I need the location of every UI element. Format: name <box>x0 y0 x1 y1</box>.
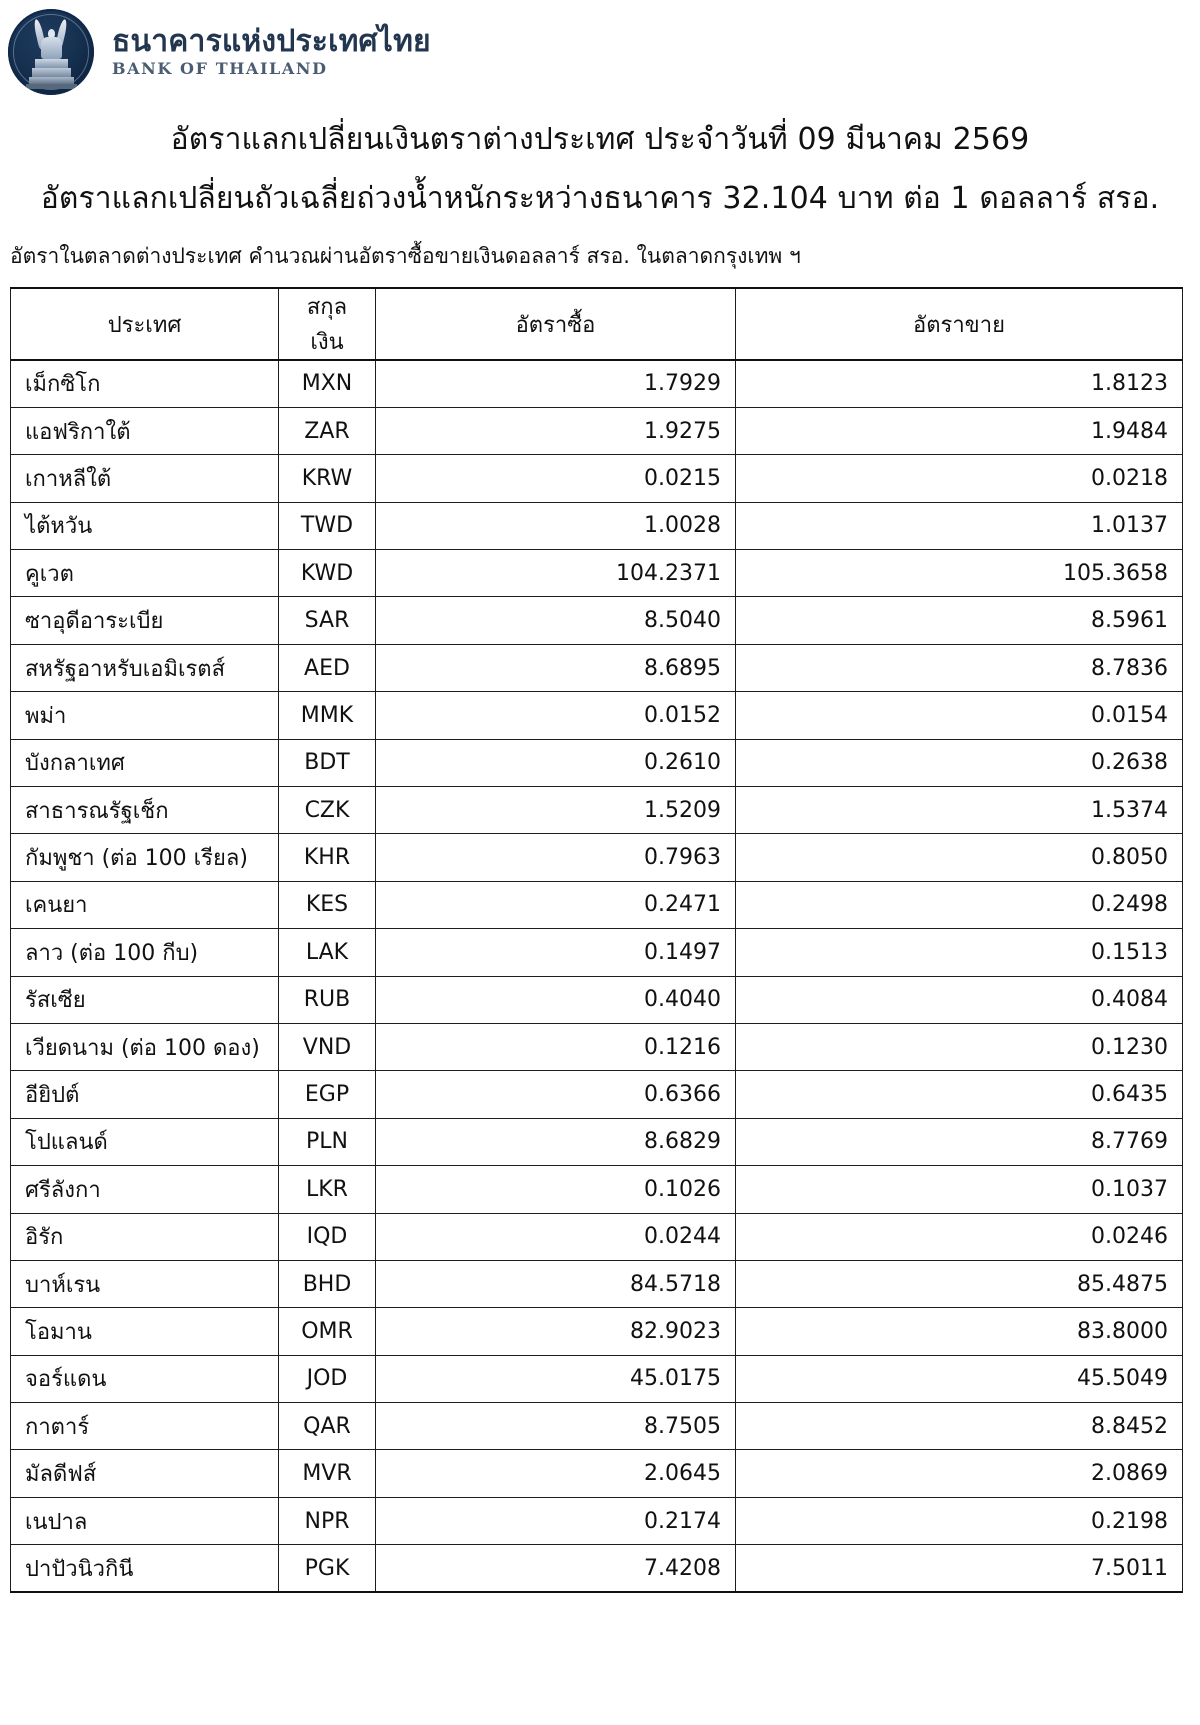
cell-sell-rate: 2.0869 <box>736 1450 1183 1497</box>
cell-buy-rate: 0.0215 <box>376 455 736 502</box>
page-title: อัตราแลกเปลี่ยนเงินตราต่างประเทศ ประจำวันที่ 09 มีนาคม 2569 <box>170 122 1030 157</box>
cell-buy-rate: 104.2371 <box>376 550 736 597</box>
table-row <box>11 692 1183 739</box>
deity-pedestal-middle <box>32 68 71 77</box>
table-row <box>11 1260 1183 1307</box>
cell-sell-rate: 0.2498 <box>736 881 1183 928</box>
cell-sell-rate: 105.3658 <box>736 550 1183 597</box>
cell-currency: SAR <box>279 597 376 644</box>
table-row <box>11 1213 1183 1260</box>
cell-sell-rate: 85.4875 <box>736 1260 1183 1307</box>
brand-text-block <box>112 23 431 79</box>
cell-country: ศรีลังกา <box>11 1166 279 1213</box>
cell-sell-rate: 45.5049 <box>736 1355 1183 1402</box>
vayupak-deity-emblem-icon <box>8 9 94 95</box>
cell-country: รัสเซีย <box>11 976 279 1023</box>
cell-country: เกาหลีใต้ <box>11 455 279 502</box>
reference-rate-line: อัตราแลกเปลี่ยนถัวเฉลี่ยถ่วงน้ำหนักระหว่างธนาคาร 32.104 บาท ต่อ 1 ดอลลาร์ สรอ. <box>40 181 1160 216</box>
table-row <box>11 1308 1183 1355</box>
cell-sell-rate: 1.5374 <box>736 787 1183 834</box>
bank-of-thailand-seal-icon <box>8 9 94 95</box>
cell-currency: LKR <box>279 1166 376 1213</box>
cell-buy-rate: 8.6829 <box>376 1118 736 1165</box>
cell-currency: PLN <box>279 1118 376 1165</box>
column-header-sell-rate: อัตราขาย <box>736 288 1183 360</box>
cell-country: คูเวต <box>11 550 279 597</box>
cell-country: ซาอุดีอาระเบีย <box>11 597 279 644</box>
deity-pedestal-upper <box>35 59 68 68</box>
cell-currency: KES <box>279 881 376 928</box>
cell-buy-rate: 0.7963 <box>376 834 736 881</box>
cell-currency: OMR <box>279 1308 376 1355</box>
column-header-currency: สกุลเงิน <box>279 288 376 360</box>
cell-currency: JOD <box>279 1355 376 1402</box>
cell-buy-rate: 0.0244 <box>376 1213 736 1260</box>
cell-buy-rate: 0.6366 <box>376 1071 736 1118</box>
cell-sell-rate: 83.8000 <box>736 1308 1183 1355</box>
cell-country: พม่า <box>11 692 279 739</box>
table-row <box>11 881 1183 928</box>
cell-buy-rate: 0.4040 <box>376 976 736 1023</box>
cell-currency: PGK <box>279 1545 376 1592</box>
table-header-row <box>11 288 1183 360</box>
cell-buy-rate: 1.5209 <box>376 787 736 834</box>
cell-buy-rate: 7.4208 <box>376 1545 736 1592</box>
cell-country: อิรัก <box>11 1213 279 1260</box>
cell-country: โปแลนด์ <box>11 1118 279 1165</box>
table-body <box>11 360 1183 1592</box>
cell-buy-rate: 0.0152 <box>376 692 736 739</box>
cell-currency: AED <box>279 644 376 691</box>
cell-country: กัมพูชา (ต่อ 100 เรียล) <box>11 834 279 881</box>
table-row <box>11 787 1183 834</box>
cell-currency: KRW <box>279 455 376 502</box>
table-row <box>11 502 1183 549</box>
exchange-rates-table <box>10 287 1183 1593</box>
cell-currency: MVR <box>279 1450 376 1497</box>
cell-buy-rate: 1.0028 <box>376 502 736 549</box>
cell-sell-rate: 0.0246 <box>736 1213 1183 1260</box>
cell-buy-rate: 1.7929 <box>376 360 736 407</box>
column-header-country: ประเทศ <box>11 288 279 360</box>
cell-buy-rate: 8.7505 <box>376 1403 736 1450</box>
cell-country: บังกลาเทศ <box>11 739 279 786</box>
cell-country: ปาปัวนิวกินี <box>11 1545 279 1592</box>
cell-buy-rate: 82.9023 <box>376 1308 736 1355</box>
cell-buy-rate: 0.2610 <box>376 739 736 786</box>
cell-sell-rate: 0.0154 <box>736 692 1183 739</box>
table-row <box>11 1403 1183 1450</box>
cell-country: เคนยา <box>11 881 279 928</box>
table-row <box>11 644 1183 691</box>
cell-currency: IQD <box>279 1213 376 1260</box>
cell-currency: TWD <box>279 502 376 549</box>
cell-buy-rate: 0.2174 <box>376 1497 736 1544</box>
cell-buy-rate: 0.1216 <box>376 1023 736 1070</box>
cell-sell-rate: 1.8123 <box>736 360 1183 407</box>
cell-country: ไต้หวัน <box>11 502 279 549</box>
cell-sell-rate: 0.1037 <box>736 1166 1183 1213</box>
cell-sell-rate: 7.5011 <box>736 1545 1183 1592</box>
table-row <box>11 976 1183 1023</box>
deity-body <box>41 37 62 59</box>
cell-sell-rate: 8.5961 <box>736 597 1183 644</box>
rates-table-container <box>0 273 1200 1593</box>
cell-country: จอร์แดน <box>11 1355 279 1402</box>
table-row <box>11 1355 1183 1402</box>
table-row <box>11 834 1183 881</box>
cell-country: สหรัฐอาหรับเอมิเรตส์ <box>11 644 279 691</box>
cell-buy-rate: 0.1497 <box>376 929 736 976</box>
table-row <box>11 1023 1183 1070</box>
cell-sell-rate: 0.2638 <box>736 739 1183 786</box>
cell-buy-rate: 45.0175 <box>376 1355 736 1402</box>
deity-pedestal-lower <box>29 77 74 84</box>
cell-country: เวียดนาม (ต่อ 100 ดอง) <box>11 1023 279 1070</box>
cell-country: มัลดีฟส์ <box>11 1450 279 1497</box>
column-header-buy-rate: อัตราซื้อ <box>376 288 736 360</box>
cell-buy-rate: 0.2471 <box>376 881 736 928</box>
table-row <box>11 455 1183 502</box>
table-row <box>11 1166 1183 1213</box>
cell-sell-rate: 1.0137 <box>736 502 1183 549</box>
cell-sell-rate: 0.1230 <box>736 1023 1183 1070</box>
table-row <box>11 360 1183 407</box>
cell-sell-rate: 8.7769 <box>736 1118 1183 1165</box>
cell-buy-rate: 0.1026 <box>376 1166 736 1213</box>
page-subtitle: อัตราในตลาดต่างประเทศ คำนวณผ่านอัตราซื้อขายเงินดอลลาร์ สรอ. ในตลาดกรุงเทพ ฯ <box>10 244 801 268</box>
cell-sell-rate: 0.6435 <box>736 1071 1183 1118</box>
table-row <box>11 1118 1183 1165</box>
brand-name-thai: ธนาคารแห่งประเทศไทย <box>112 23 431 59</box>
cell-sell-rate: 0.8050 <box>736 834 1183 881</box>
cell-currency: KWD <box>279 550 376 597</box>
table-row <box>11 1497 1183 1544</box>
table-row <box>11 1545 1183 1592</box>
cell-sell-rate: 1.9484 <box>736 407 1183 454</box>
cell-country: โอมาน <box>11 1308 279 1355</box>
cell-sell-rate: 8.8452 <box>736 1403 1183 1450</box>
cell-country: ลาว (ต่อ 100 กีบ) <box>11 929 279 976</box>
cell-buy-rate: 2.0645 <box>376 1450 736 1497</box>
cell-sell-rate: 0.4084 <box>736 976 1183 1023</box>
cell-currency: MXN <box>279 360 376 407</box>
table-header <box>11 288 1183 360</box>
cell-country: เม็กซิโก <box>11 360 279 407</box>
table-row <box>11 550 1183 597</box>
cell-currency: LAK <box>279 929 376 976</box>
document-title-block <box>0 100 1200 273</box>
cell-sell-rate: 0.1513 <box>736 929 1183 976</box>
cell-sell-rate: 8.7836 <box>736 644 1183 691</box>
cell-currency: MMK <box>279 692 376 739</box>
brand-name-english: BANK OF THAILAND <box>112 59 328 79</box>
cell-country: เนปาล <box>11 1497 279 1544</box>
cell-buy-rate: 1.9275 <box>376 407 736 454</box>
cell-currency: KHR <box>279 834 376 881</box>
cell-currency: BHD <box>279 1260 376 1307</box>
cell-currency: EGP <box>279 1071 376 1118</box>
cell-currency: BDT <box>279 739 376 786</box>
table-row <box>11 597 1183 644</box>
table-row <box>11 739 1183 786</box>
cell-country: อียิปต์ <box>11 1071 279 1118</box>
table-row <box>11 1071 1183 1118</box>
cell-buy-rate: 8.6895 <box>376 644 736 691</box>
table-row <box>11 929 1183 976</box>
cell-sell-rate: 0.2198 <box>736 1497 1183 1544</box>
cell-country: บาห์เรน <box>11 1260 279 1307</box>
cell-country: กาตาร์ <box>11 1403 279 1450</box>
cell-currency: ZAR <box>279 407 376 454</box>
table-row <box>11 407 1183 454</box>
deity-base <box>26 84 77 89</box>
cell-currency: NPR <box>279 1497 376 1544</box>
cell-sell-rate: 0.0218 <box>736 455 1183 502</box>
cell-country: สาธารณรัฐเช็ก <box>11 787 279 834</box>
cell-currency: CZK <box>279 787 376 834</box>
cell-currency: QAR <box>279 1403 376 1450</box>
cell-country: แอฟริกาใต้ <box>11 407 279 454</box>
cell-buy-rate: 8.5040 <box>376 597 736 644</box>
cell-currency: RUB <box>279 976 376 1023</box>
cell-currency: VND <box>279 1023 376 1070</box>
cell-buy-rate: 84.5718 <box>376 1260 736 1307</box>
masthead <box>0 0 1200 100</box>
table-row <box>11 1450 1183 1497</box>
